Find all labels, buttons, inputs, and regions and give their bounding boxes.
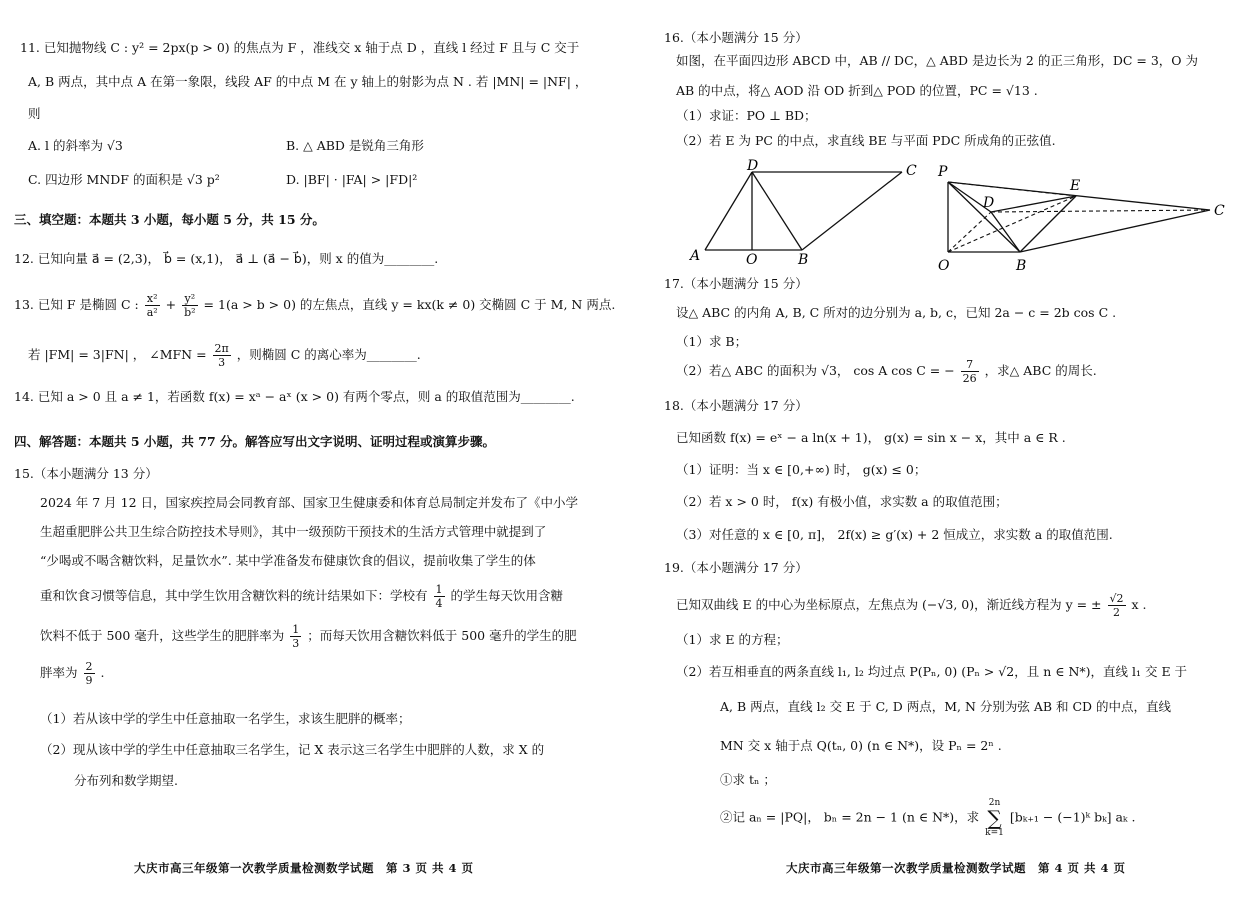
label-o: O <box>746 252 758 268</box>
section-3-heading: 三、填空题：本题共 3 小题，每小题 5 分，共 15 分。 <box>14 212 325 227</box>
q19-heading: 19.（本小题满分 17 分） <box>664 560 808 575</box>
q19-circle-1: ①求 tₙ ； <box>720 772 776 787</box>
q17-sub-2-pre: （2）若△ ABC 的面积为 √3， cos A cos C = − <box>676 363 955 378</box>
q15-heading: 15.（本小题满分 13 分） <box>14 466 158 481</box>
sum-sigma: ∑ <box>987 806 1002 830</box>
q15-para-6-post: . <box>100 665 105 680</box>
q15-sub-1: （1）若从该中学的学生中任意抽取一名学生，求该生肥胖的概率； <box>40 711 411 726</box>
q11-line2: A, B 两点，其中点 A 在第一象限，线段 AF 的中点 M 在 y 轴上的射影为点 N . 若 |MN| = |NF| ， <box>28 74 588 89</box>
q13-line2-post: ，则椭圆 C 的离心率为________. <box>236 347 421 362</box>
q15-para-2: 生超重肥胖公共卫生综合防控技术导则》，其中一级预防干预技术的生活方式管理中就提到了 <box>40 524 547 539</box>
q11-option-a: A. l 的斜率为 √3 <box>28 138 123 153</box>
q15-para-4-post: 的学生每天饮用含糖 <box>450 588 563 603</box>
q13-pre: 13. 已知 F 是椭圆 C : <box>14 297 139 312</box>
q19-para-1-pre: 已知双曲线 E 的中心为坐标原点，左焦点为 (−√3, 0)，渐近线方程为 y = ± <box>676 597 1102 612</box>
edge-bc <box>802 172 902 250</box>
q15-para-5 <box>40 623 577 650</box>
summation-symbol <box>985 798 1004 838</box>
q17-fraction: $\frac{7}{26}$ <box>962 358 977 385</box>
q13-line2 <box>28 342 421 369</box>
edge-db <box>752 172 802 250</box>
q19-sub-1: （1）求 E 的方程； <box>676 632 789 647</box>
q15-para-6-pre: 胖率为 <box>40 665 78 680</box>
label-c: C <box>1214 203 1225 219</box>
q15-sub-2b: 分布列和数学期望. <box>74 773 178 788</box>
q19-sub-2: （2）若互相垂直的两条直线 l₁, l₂ 均过点 P(Pₙ, 0) (Pₙ > √2，且 n ∈ N*)，直线 l₁ 交 E 于 <box>676 664 1188 679</box>
q19-circle-2 <box>720 798 1135 838</box>
q17-sub-1: （1）求 B； <box>676 334 748 349</box>
edge-dc-hidden <box>991 210 1210 212</box>
q19-para-1-post: x . <box>1131 597 1147 612</box>
q15-fraction-two-ninths: $\frac{2}{9}$ <box>85 660 93 687</box>
q13-post: = 1(a > b > 0) 的左焦点，直线 y = kx(k ≠ 0) 交椭圆 C 于 M, N 两点. <box>203 297 616 312</box>
q15-para-1: 2024 年 7 月 12 日，国家疾控局会同教育部、国家卫生健康委和体育总局制定并发布了《中小学 <box>40 495 579 510</box>
label-o: O <box>938 258 950 274</box>
q15-para-6 <box>40 660 104 687</box>
q11-option-b: B. △ ABD 是锐角三角形 <box>286 138 424 153</box>
q16-sub-1: （1）求证：PO ⊥ BD； <box>676 108 817 123</box>
q19-para-1 <box>676 592 1147 619</box>
label-b: B <box>1016 258 1027 274</box>
figure-quadrilateral <box>680 158 930 268</box>
left-page-footer: 大庆市高三年级第一次教学质量检测数学试题 第 3 页 共 4 页 <box>134 861 474 875</box>
edge-bc <box>1020 210 1210 252</box>
q19-sub-2b: A, B 两点，直线 l₂ 交 E 于 C, D 两点，M, N 分别为弦 AB 和 CD 的中点，直线 <box>720 699 1172 714</box>
q15-para-5-post: ；而每天饮用含糖饮料低于 500 毫升的学生的肥 <box>307 628 577 643</box>
q15-para-3: “少喝或不喝含糖饮料，足量饮水”. 某中学准备发布健康饮食的倡议，提前收集了学生的体 <box>40 553 536 568</box>
q16-heading: 16.（本小题满分 15 分） <box>664 30 808 45</box>
q19-sub-2c: MN 交 x 轴于点 Q(tₙ, 0) (n ∈ N*)，设 Pₙ = 2ⁿ . <box>720 738 1002 753</box>
q11-line3: 则 <box>28 106 41 121</box>
sum-upper-limit: 2n <box>988 798 1001 808</box>
right-page <box>650 0 1250 900</box>
q15-sub-2: （2）现从该中学的学生中任意抽取三名学生，记 X 表示这三名学生中肥胖的人数，求 X 的 <box>40 742 545 757</box>
label-e: E <box>1070 178 1081 194</box>
q17-para-1: 设△ ABC 的内角 A, B, C 所对的边分别为 a, b, c，已知 2a − c = 2b cos C . <box>676 305 1117 320</box>
q11-line1: 11. 已知抛物线 C : y² = 2px(p > 0) 的焦点为 F ，准线交 x 轴于点 D ，直线 l 经过 F 且与 C 交于 <box>20 40 580 55</box>
q12-text: 12. 已知向量 a⃗ = (2,3)， b⃗ = (x,1)， a⃗ ⊥ (a⃗ − b⃗)，则 x 的值为________. <box>14 251 439 266</box>
q19-circle-2-post: [bₖ₊₁ − (−1)ᵏ bₖ] aₖ . <box>1009 809 1136 825</box>
edge-od-hidden <box>948 212 991 252</box>
q15-fraction-third: $\frac{1}{3}$ <box>292 623 300 650</box>
q18-para-1: 已知函数 f(x) = eˣ − a ln(x + 1)， g(x) = sin x − x，其中 a ∈ R . <box>676 430 1066 445</box>
q17-heading: 17.（本小题满分 15 分） <box>664 276 808 291</box>
q18-heading: 18.（本小题满分 17 分） <box>664 398 808 413</box>
q13-line1 <box>14 292 615 319</box>
q13-fraction-y: $\frac{\text{y²}}{\text{b²}}$ <box>184 292 196 319</box>
label-p: P <box>938 164 948 180</box>
label-a: A <box>690 248 701 264</box>
q18-sub-1: （1）证明：当 x ∈ [0,+∞) 时， g(x) ≤ 0； <box>676 462 927 477</box>
q13-fraction-x: $\frac{\text{x²}}{\text{a²}}$ <box>146 292 158 319</box>
q15-para-5-pre: 饮料不低于 500 毫升，这些学生的肥胖率为 <box>40 628 285 643</box>
q15-fraction-quarter: $\frac{1}{4}$ <box>435 583 443 610</box>
q17-sub-2 <box>676 358 1097 385</box>
q13-angle-fraction: $\frac{2\pi}{3}$ <box>214 342 229 369</box>
q15-para-4-pre: 重和饮食习惯等信息，其中学生饮用含糖饮料的统计结果如下：学校有 <box>40 588 428 603</box>
label-c: C <box>906 163 917 179</box>
q16-sub-2: （2）若 E 为 PC 的中点，求直线 BE 与平面 PDC 所成角的正弦值. <box>676 133 1056 148</box>
q19-circle-2-pre: ②记 aₙ = |PQ|， bₙ = 2n − 1 (n ∈ N*)，求 <box>720 809 980 825</box>
section-4-heading: 四、解答题：本题共 5 小题，共 77 分。解答应写出文字说明、证明过程或演算步骤。 <box>14 434 496 449</box>
q19-fraction: $\frac{√2}{2}$ <box>1109 592 1124 619</box>
q17-sub-2-post: ，求△ ABC 的周长. <box>984 363 1097 378</box>
label-b: B <box>798 252 809 268</box>
q14-text: 14. 已知 a > 0 且 a ≠ 1，若函数 f(x) = xᵃ − aˣ (x > 0) 有两个零点，则 a 的取值范围为________. <box>14 389 575 404</box>
edge-ad <box>705 172 752 250</box>
label-d: D <box>983 195 995 211</box>
sum-lower-limit: k=1 <box>985 828 1004 838</box>
figure-folded-solid <box>936 160 1242 278</box>
edge-db <box>991 212 1020 252</box>
q13-line2-pre: 若 |FM| = 3|FN| ， ∠MFN = <box>28 347 207 362</box>
q18-sub-2: （2）若 x > 0 时， f(x) 有极小值，求实数 a 的取值范围； <box>676 494 1008 509</box>
q15-para-4 <box>40 583 563 610</box>
q16-para-2: AB 的中点，将△ AOD 沿 OD 折到△ POD 的位置，PC = √13 . <box>676 83 1038 98</box>
q13-plus: + <box>165 297 177 312</box>
q11-option-d: D. |BF| · |FA| > |FD|² <box>286 172 418 187</box>
q11-option-c: C. 四边形 MNDF 的面积是 √3 p² <box>28 172 220 187</box>
q16-para-1: 如图，在平面四边形 ABCD 中，AB // DC，△ ABD 是边长为 2 的正三角形，DC = 3，O 为 <box>676 53 1199 68</box>
right-page-footer: 大庆市高三年级第一次教学质量检测数学试题 第 4 页 共 4 页 <box>786 861 1126 875</box>
q18-sub-3: （3）对任意的 x ∈ [0, π]， 2f(x) ≥ g′(x) + 2 恒成立，求实数 a 的取值范围. <box>676 527 1113 542</box>
label-d: D <box>747 158 759 174</box>
